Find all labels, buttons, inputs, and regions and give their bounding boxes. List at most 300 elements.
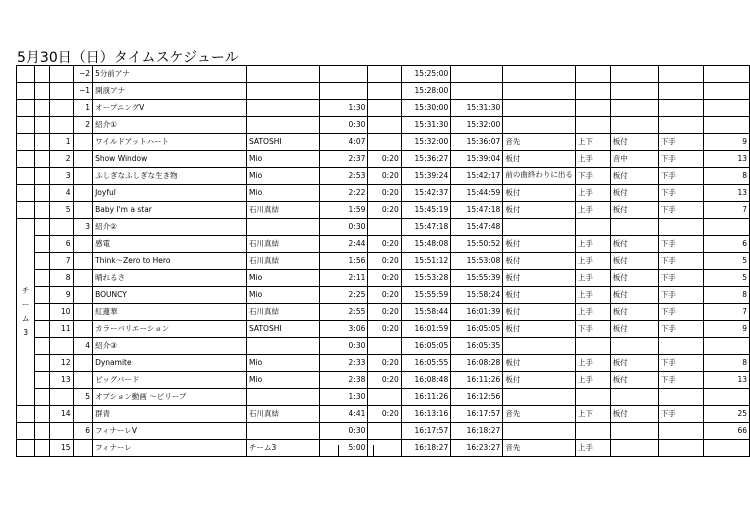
- blank-cell: [35, 236, 50, 253]
- song-number: 12: [49, 355, 73, 372]
- blank-cell: [35, 151, 50, 168]
- artist-name: [247, 219, 320, 236]
- cue-exit: 下手: [658, 151, 703, 168]
- section-number: [73, 202, 93, 219]
- cue-exit: 下手: [658, 236, 703, 253]
- intro-time: 0:20: [368, 253, 401, 270]
- end-time: [451, 66, 503, 83]
- section-number: 5: [73, 389, 93, 406]
- cue-exit: 下手: [658, 202, 703, 219]
- duration: 2:11: [320, 270, 368, 287]
- blank-cell: [35, 423, 50, 440]
- blank-cell: [17, 168, 35, 185]
- cue-exit: [658, 423, 703, 440]
- cue-side: 上手: [575, 151, 610, 168]
- cue-side: 上手: [575, 185, 610, 202]
- start-time: 15:31:30: [401, 117, 450, 134]
- table-row: [17, 389, 750, 406]
- intro-time: 0:20: [368, 151, 401, 168]
- duration: 4:41: [320, 406, 368, 423]
- duration: 1:56: [320, 253, 368, 270]
- song-title: 開演アナ: [93, 83, 247, 100]
- artist-name: 石川真結: [247, 406, 320, 423]
- cue-side: [575, 117, 610, 134]
- song-number: [49, 219, 73, 236]
- cue-exit: 下手: [658, 185, 703, 202]
- cue-side: 上手: [575, 202, 610, 219]
- blank-cell: [17, 66, 35, 83]
- song-title: BOUNCY: [93, 287, 247, 304]
- blank-cell: [35, 270, 50, 287]
- song-number: 5: [49, 202, 73, 219]
- cue-start: [610, 440, 658, 457]
- end-time: 15:47:48: [451, 219, 503, 236]
- cue-entry: 板付: [503, 236, 576, 253]
- blank-cell: [35, 355, 50, 372]
- cue-start: [610, 389, 658, 406]
- song-title: ふしぎなふしぎな生き物: [93, 168, 247, 185]
- cue-exit: [658, 66, 703, 83]
- section-number: 2: [73, 117, 93, 134]
- duration: 4:07: [320, 134, 368, 151]
- artist-name: Mio: [247, 270, 320, 287]
- cue-exit: 下手: [658, 270, 703, 287]
- duration: 3:06: [320, 321, 368, 338]
- start-time: 16:05:55: [401, 355, 450, 372]
- song-number: [49, 338, 73, 355]
- cue-exit: 下手: [658, 134, 703, 151]
- song-title: Think〜Zero to Hero: [93, 253, 247, 270]
- song-number: [49, 83, 73, 100]
- cue-start: [610, 117, 658, 134]
- blank-cell: [35, 253, 50, 270]
- end-time: 15:39:04: [451, 151, 503, 168]
- duration: [320, 66, 368, 83]
- song-number: 4: [49, 185, 73, 202]
- cue-exit: [658, 117, 703, 134]
- cue-side: 上下: [575, 406, 610, 423]
- start-time: 15:30:00: [401, 100, 450, 117]
- song-title: 群青: [93, 406, 247, 423]
- end-time: 16:01:39: [451, 304, 503, 321]
- artist-name: 石川真結: [247, 202, 320, 219]
- table-row: [17, 168, 750, 185]
- start-time: 15:32:00: [401, 134, 450, 151]
- cue-exit: 下手: [658, 304, 703, 321]
- song-number: 7: [49, 253, 73, 270]
- cue-exit: 下手: [658, 355, 703, 372]
- section-number: 3: [73, 219, 93, 236]
- intro-time: [368, 134, 401, 151]
- intro-time: 0:20: [368, 372, 401, 389]
- section-number: [73, 372, 93, 389]
- duration: [320, 83, 368, 100]
- duration: 1:30: [320, 100, 368, 117]
- song-number: 8: [49, 270, 73, 287]
- schedule-table: [16, 65, 750, 457]
- artist-name: Mio: [247, 355, 320, 372]
- cue-start: 板付: [610, 304, 658, 321]
- blank-cell: [35, 321, 50, 338]
- cue-start: [610, 338, 658, 355]
- blank-cell: [17, 202, 35, 219]
- cue-side: 上手: [575, 355, 610, 372]
- cue-exit: 下手: [658, 372, 703, 389]
- table-row: [17, 219, 750, 236]
- intro-time: [368, 83, 401, 100]
- intro-time: 0:20: [368, 304, 401, 321]
- cue-start: 板付: [610, 355, 658, 372]
- intro-time: 0:20: [368, 202, 401, 219]
- blank-cell: [35, 134, 50, 151]
- song-title: 感電: [93, 236, 247, 253]
- song-title: 晴れるさ: [93, 270, 247, 287]
- team-label: チ ー ム 3: [17, 219, 35, 406]
- blank-cell: [35, 219, 50, 236]
- section-number: [73, 151, 93, 168]
- cue-entry: [503, 66, 576, 83]
- table-row: [17, 253, 750, 270]
- start-time: 16:05:05: [401, 338, 450, 355]
- intro-time: 0:20: [368, 185, 401, 202]
- cue-exit: [658, 100, 703, 117]
- song-number: 1: [49, 134, 73, 151]
- blank-cell: [17, 117, 35, 134]
- start-time: 15:51:12: [401, 253, 450, 270]
- section-number: [73, 253, 93, 270]
- blank-cell: [35, 389, 50, 406]
- cue-entry: 板付: [503, 253, 576, 270]
- cue-entry: 板付: [503, 372, 576, 389]
- cue-start: [610, 423, 658, 440]
- cue-start: 板付: [610, 253, 658, 270]
- cue-exit: [658, 219, 703, 236]
- member-count: 13: [704, 151, 750, 168]
- intro-time: 0:20: [368, 287, 401, 304]
- table-row: [17, 83, 750, 100]
- cue-entry: [503, 338, 576, 355]
- cue-entry: 板付: [503, 287, 576, 304]
- artist-name: [247, 338, 320, 355]
- section-number: 1: [73, 100, 93, 117]
- duration: 1:59: [320, 202, 368, 219]
- start-time: 15:42:37: [401, 185, 450, 202]
- cue-entry: 板付: [503, 355, 576, 372]
- artist-name: 石川真結: [247, 304, 320, 321]
- cue-start: 板付: [610, 287, 658, 304]
- table-row: [17, 440, 750, 457]
- cue-start: [610, 66, 658, 83]
- start-time: 15:47:18: [401, 219, 450, 236]
- table-row: [17, 270, 750, 287]
- cue-side: [575, 100, 610, 117]
- cue-side: [575, 66, 610, 83]
- cue-exit: [658, 83, 703, 100]
- cue-entry: 前の曲終わりに出る: [503, 168, 576, 185]
- end-time: 16:05:35: [451, 338, 503, 355]
- cue-side: [575, 338, 610, 355]
- song-number: 10: [49, 304, 73, 321]
- start-time: 15:58:44: [401, 304, 450, 321]
- song-title: フィナーレ: [93, 440, 247, 457]
- end-time: 16:23:27: [451, 440, 503, 457]
- table-row: [17, 151, 750, 168]
- member-count: 9: [704, 134, 750, 151]
- song-title: 5分前アナ: [93, 66, 247, 83]
- start-time: 16:13:16: [401, 406, 450, 423]
- section-number: −2: [73, 66, 93, 83]
- cue-start: 板付: [610, 321, 658, 338]
- cue-side: [575, 389, 610, 406]
- intro-time: [368, 389, 401, 406]
- cue-side: 上手: [575, 236, 610, 253]
- duration: 2:53: [320, 168, 368, 185]
- cue-exit: 下手: [658, 287, 703, 304]
- cue-entry: 音先: [503, 406, 576, 423]
- start-time: 15:48:08: [401, 236, 450, 253]
- member-count: 8: [704, 287, 750, 304]
- start-time: 16:17:57: [401, 423, 450, 440]
- table-row: [17, 321, 750, 338]
- table-row: [17, 372, 750, 389]
- song-title: Baby I'm a star: [93, 202, 247, 219]
- member-count: 5: [704, 253, 750, 270]
- member-count: [704, 117, 750, 134]
- intro-time: 0:20: [368, 321, 401, 338]
- artist-name: Mio: [247, 185, 320, 202]
- end-time: 15:53:08: [451, 253, 503, 270]
- artist-name: Mio: [247, 168, 320, 185]
- artist-name: [247, 66, 320, 83]
- member-count: [704, 389, 750, 406]
- section-number: [73, 236, 93, 253]
- end-time: 15:47:18: [451, 202, 503, 219]
- artist-name: [247, 423, 320, 440]
- section-number: [73, 270, 93, 287]
- song-number: 2: [49, 151, 73, 168]
- artist-name: [247, 117, 320, 134]
- table-row: [17, 236, 750, 253]
- table-row: [17, 100, 750, 117]
- section-number: 4: [73, 338, 93, 355]
- table-row: [17, 134, 750, 151]
- blank-cell: [35, 338, 50, 355]
- song-number: 14: [49, 406, 73, 423]
- cue-entry: 板付: [503, 202, 576, 219]
- cue-exit: 下手: [658, 168, 703, 185]
- cue-start: 板付: [610, 372, 658, 389]
- table-row: [17, 202, 750, 219]
- blank-cell: [35, 287, 50, 304]
- intro-time: 0:20: [368, 270, 401, 287]
- end-time: 15:58:24: [451, 287, 503, 304]
- song-title: フィナーレV: [93, 423, 247, 440]
- table-row: [17, 185, 750, 202]
- cue-entry: 板付: [503, 304, 576, 321]
- artist-name: Mio: [247, 151, 320, 168]
- blank-cell: [35, 100, 50, 117]
- end-time: 16:08:28: [451, 355, 503, 372]
- intro-time: 0:20: [368, 406, 401, 423]
- member-count: 66: [704, 423, 750, 440]
- table-row: [17, 66, 750, 83]
- intro-time: [368, 100, 401, 117]
- song-number: 11: [49, 321, 73, 338]
- member-count: 8: [704, 168, 750, 185]
- cue-side: 下手: [575, 321, 610, 338]
- duration: 0:30: [320, 338, 368, 355]
- blank-cell: [35, 440, 50, 457]
- section-number: −1: [73, 83, 93, 100]
- duration: 2:55: [320, 304, 368, 321]
- table-row: [17, 423, 750, 440]
- song-title: 紹介①: [93, 117, 247, 134]
- member-count: [704, 100, 750, 117]
- start-time: 16:01:59: [401, 321, 450, 338]
- cue-start: 音中: [610, 151, 658, 168]
- cue-entry: 板付: [503, 151, 576, 168]
- cue-side: 上手: [575, 287, 610, 304]
- artist-name: Mio: [247, 287, 320, 304]
- cue-exit: [658, 440, 703, 457]
- duration: 2:33: [320, 355, 368, 372]
- duration: 2:25: [320, 287, 368, 304]
- member-count: 7: [704, 304, 750, 321]
- start-time: 15:53:28: [401, 270, 450, 287]
- blank-cell: [35, 202, 50, 219]
- song-number: 13: [49, 372, 73, 389]
- cue-side: [575, 83, 610, 100]
- cue-entry: [503, 117, 576, 134]
- cue-start: 板付: [610, 134, 658, 151]
- blank-cell: [17, 83, 35, 100]
- cue-entry: [503, 83, 576, 100]
- divider-line: [373, 445, 374, 457]
- cue-start: 板付: [610, 236, 658, 253]
- start-time: 16:08:48: [401, 372, 450, 389]
- artist-name: SATOSHI: [247, 134, 320, 151]
- duration: 1:30: [320, 389, 368, 406]
- artist-name: [247, 83, 320, 100]
- blank-cell: [17, 134, 35, 151]
- member-count: 8: [704, 355, 750, 372]
- start-time: 15:25:00: [401, 66, 450, 83]
- song-number: [49, 389, 73, 406]
- duration: 0:30: [320, 219, 368, 236]
- blank-cell: [35, 66, 50, 83]
- section-number: [73, 440, 93, 457]
- cue-entry: 音先: [503, 134, 576, 151]
- blank-cell: [17, 151, 35, 168]
- song-number: 15: [49, 440, 73, 457]
- blank-cell: [35, 117, 50, 134]
- cue-exit: [658, 338, 703, 355]
- song-number: 9: [49, 287, 73, 304]
- cue-side: 上手: [575, 304, 610, 321]
- song-title: 紹介②: [93, 219, 247, 236]
- duration: 0:30: [320, 117, 368, 134]
- end-time: 16:17:57: [451, 406, 503, 423]
- blank-cell: [35, 185, 50, 202]
- cue-entry: 音先: [503, 440, 576, 457]
- blank-cell: [35, 83, 50, 100]
- divider-line: [338, 445, 339, 457]
- section-number: [73, 304, 93, 321]
- song-number: [49, 117, 73, 134]
- cue-side: [575, 219, 610, 236]
- section-number: [73, 355, 93, 372]
- section-number: [73, 134, 93, 151]
- section-number: [73, 287, 93, 304]
- duration: 2:38: [320, 372, 368, 389]
- duration: 0:30: [320, 423, 368, 440]
- member-count: 13: [704, 372, 750, 389]
- table-row: [17, 406, 750, 423]
- blank-cell: [35, 406, 50, 423]
- member-count: [704, 66, 750, 83]
- start-time: 15:45:19: [401, 202, 450, 219]
- song-title: オープニングV: [93, 100, 247, 117]
- section-number: [73, 168, 93, 185]
- song-number: 6: [49, 236, 73, 253]
- table-row: [17, 287, 750, 304]
- cue-start: 板付: [610, 168, 658, 185]
- end-time: [451, 83, 503, 100]
- cue-start: 板付: [610, 185, 658, 202]
- song-number: [49, 100, 73, 117]
- cue-exit: 下手: [658, 253, 703, 270]
- section-number: [73, 185, 93, 202]
- cue-start: [610, 100, 658, 117]
- song-title: Show Window: [93, 151, 247, 168]
- cue-start: [610, 83, 658, 100]
- cue-side: 上手: [575, 253, 610, 270]
- cue-entry: [503, 100, 576, 117]
- cue-start: 板付: [610, 202, 658, 219]
- artist-name: Mio: [247, 372, 320, 389]
- end-time: 16:11:26: [451, 372, 503, 389]
- artist-name: [247, 389, 320, 406]
- start-time: 16:18:27: [401, 440, 450, 457]
- blank-cell: [35, 304, 50, 321]
- member-count: 6: [704, 236, 750, 253]
- cue-start: [610, 219, 658, 236]
- member-count: [704, 83, 750, 100]
- end-time: 15:31:30: [451, 100, 503, 117]
- artist-name: チーム3: [247, 440, 320, 457]
- artist-name: 石川真結: [247, 253, 320, 270]
- end-time: 15:55:39: [451, 270, 503, 287]
- start-time: 15:36:27: [401, 151, 450, 168]
- cue-side: 上手: [575, 440, 610, 457]
- member-count: [704, 219, 750, 236]
- artist-name: 石川真結: [247, 236, 320, 253]
- end-time: 15:50:52: [451, 236, 503, 253]
- member-count: 7: [704, 202, 750, 219]
- intro-time: [368, 66, 401, 83]
- song-title: ビッグバード: [93, 372, 247, 389]
- song-title: Joyful: [93, 185, 247, 202]
- member-count: 25: [704, 406, 750, 423]
- blank-cell: [17, 100, 35, 117]
- artist-name: SATOSHI: [247, 321, 320, 338]
- blank-cell: [35, 168, 50, 185]
- end-time: 15:42:17: [451, 168, 503, 185]
- song-title: 紹介③: [93, 338, 247, 355]
- end-time: 15:44:59: [451, 185, 503, 202]
- intro-time: 0:20: [368, 355, 401, 372]
- member-count: [704, 338, 750, 355]
